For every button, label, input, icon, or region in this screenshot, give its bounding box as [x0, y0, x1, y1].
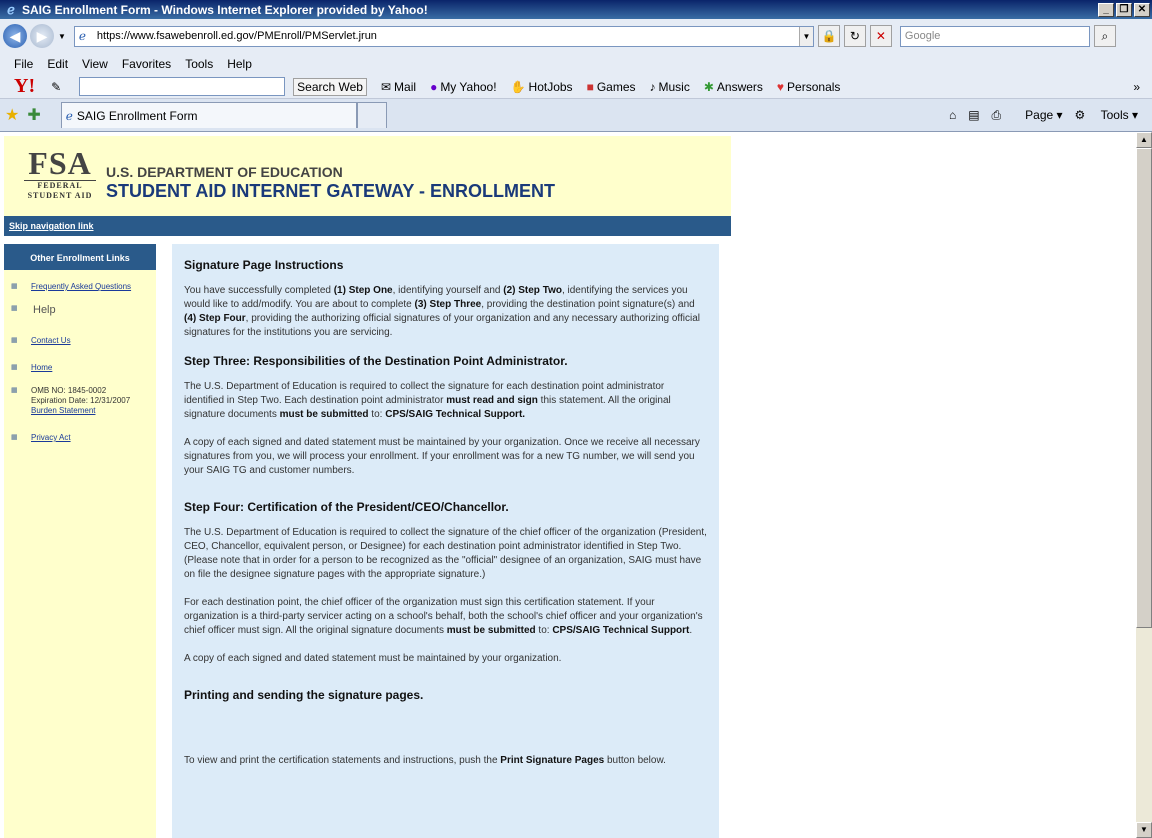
toolbar-item-music[interactable]: ♪ Music	[649, 79, 690, 94]
site-header	[4, 136, 731, 216]
page-content	[0, 132, 1136, 838]
menu-help[interactable]: Help	[227, 57, 252, 71]
minimize-button[interactable]: _	[1098, 3, 1114, 17]
tab-bar	[0, 99, 1152, 132]
page-icon: ℯ	[78, 29, 87, 43]
toolbar-overflow-icon[interactable]: »	[1133, 79, 1140, 94]
bullet-icon: ▦	[11, 283, 18, 290]
heading-step-four: Step Four: Certification of the President/CEO/Chancellor.	[184, 500, 509, 514]
burden-statement-link[interactable]: Burden Statement	[31, 406, 96, 415]
feeds-icon[interactable]: ▤	[968, 108, 980, 122]
sidebar-item-privacy[interactable]: ▦ Privacy Act	[11, 433, 71, 442]
sidebar-item-contact[interactable]: ▦ Contact Us	[11, 336, 71, 345]
address-dropdown[interactable]: ▼	[799, 27, 813, 46]
sidebar	[4, 244, 156, 838]
yahoo-toolbar	[0, 75, 1152, 99]
search-input[interactable]: Google	[900, 26, 1090, 47]
menu-file[interactable]: File	[14, 57, 34, 71]
skip-navigation-link[interactable]: Skip navigation link	[9, 221, 94, 231]
sidebar-heading: Other Enrollment Links	[4, 244, 156, 270]
add-favorite-icon[interactable]: ✚	[27, 107, 41, 124]
answers-icon: ✱	[703, 79, 714, 94]
lock-icon[interactable]: 🔒	[818, 25, 840, 47]
page-menu[interactable]: Page ▾	[1025, 108, 1063, 122]
paragraph-destination-point: For each destination point, the chief officer of the organization must sign this certification statement. If your organization is a third-party servicer acting on a school's behalf, both the school's chief officer and your organization's chief officer must sign. All the original signature documents must be submitted to: CPS/SAIG Technical Support.	[184, 597, 703, 636]
print-icon[interactable]: ⎙	[991, 107, 1002, 122]
toolbar-item-personals[interactable]: ♥ Personals	[776, 79, 841, 94]
heart-icon: ♥	[776, 79, 785, 94]
sidebar-item-help[interactable]: ▦ Help	[11, 304, 56, 316]
toolbar-item-games[interactable]: ■ Games	[586, 79, 636, 94]
history-dropdown[interactable]: ▼	[58, 31, 66, 41]
main-content	[172, 244, 719, 838]
tab-saig-enrollment[interactable]: ℯ SAIG Enrollment Form	[61, 102, 357, 128]
paragraph-printing: To view and print the certification statements and instructions, push the Print Signature Pages button below.	[184, 755, 666, 766]
home-icon[interactable]: ⌂	[948, 108, 957, 122]
refresh-button[interactable]: ↻	[844, 25, 866, 47]
restore-button[interactable]: ❐	[1116, 3, 1132, 17]
scrollbar-thumb[interactable]	[1136, 148, 1152, 628]
bullet-icon: ▦	[11, 387, 18, 394]
hotjobs-icon: ✋	[510, 79, 526, 94]
bullet-icon: ▦	[11, 305, 18, 312]
ie-logo-icon: ℯ	[7, 1, 15, 17]
sidebar-item-burden	[4, 386, 130, 416]
forward-button[interactable]: ▶	[30, 24, 54, 48]
toolbar-item-answers[interactable]: ✱ Answers	[703, 79, 763, 94]
paragraph-step-four: The U.S. Department of Education is required to collect the signature of the chief officer of the organization (President, CEO, Chancellor, equivalent person, or Designee) for each destination point administrator identified in Step Two. (Please note that in order for a person to be recognized as the "official" designee of an organization, SAIG must have on file the designee signature pages with the appropriate signature.)	[184, 527, 707, 580]
yahoo-search-input[interactable]	[79, 77, 285, 96]
scroll-down-button[interactable]: ▼	[1136, 822, 1152, 838]
paragraph-step-three: The U.S. Department of Education is required to collect the signature for each destination point administrator identified in Step Two. Each destination point administrator must read and sign this statement. All the original signature documents must be submitted to: CPS/SAIG Technical Support.	[184, 381, 671, 420]
pencil-icon[interactable]: ✎	[51, 79, 62, 94]
sidebar-item-faq[interactable]: ▦ Frequently Asked Questions	[11, 282, 132, 291]
games-icon: ■	[586, 79, 594, 94]
toolbar-item-mail[interactable]: ✉ Mail	[380, 79, 417, 94]
address-toolbar	[0, 19, 1152, 53]
my-yahoo-icon: ●	[430, 79, 438, 94]
address-bar[interactable]	[74, 26, 814, 47]
fsa-logo: FSA FEDERAL STUDENT AID	[24, 146, 96, 208]
heading-printing: Printing and sending the signature pages.	[184, 688, 424, 702]
paragraph-step-four-copy: A copy of each signed and dated statement must be maintained by your organization.	[184, 653, 562, 664]
favorites-star-icon[interactable]: ★	[5, 107, 20, 124]
command-bar	[937, 108, 1138, 123]
bullet-icon: ▦	[11, 337, 18, 344]
vertical-scrollbar[interactable]	[1136, 132, 1152, 838]
address-url[interactable]: https://www.fsawebenroll.ed.gov/PMEnroll/PMServlet.jrun	[96, 30, 377, 42]
mail-icon: ✉	[380, 79, 392, 94]
search-web-button[interactable]: Search Web	[293, 78, 367, 96]
expiration-date: Expiration Date: 12/31/2007	[31, 396, 131, 405]
bullet-icon: ▦	[11, 434, 18, 441]
heading-instructions: Signature Page Instructions	[184, 258, 344, 272]
menu-edit[interactable]: Edit	[47, 57, 69, 71]
stop-button[interactable]: ✕	[870, 25, 892, 47]
paragraph-step-three-copy: A copy of each signed and dated statement must be maintained by your organization. Once we receive all necessary signatures from you, we will process your enrollment. If your enrollment was for a new TG number, we will send you your SAIG TG and customer numbers.	[184, 437, 700, 476]
omb-number: OMB NO: 1845-0002	[31, 386, 107, 395]
search-button[interactable]: ⌕	[1094, 25, 1116, 47]
heading-step-three: Step Three: Responsibilities of the Destination Point Administrator.	[184, 354, 568, 368]
toolbar-item-my-yahoo[interactable]: ● My Yahoo!	[430, 79, 497, 94]
bullet-icon: ▦	[11, 364, 18, 371]
menu-bar	[0, 53, 1152, 75]
sidebar-item-home[interactable]: ▦ Home	[11, 363, 53, 372]
scroll-up-button[interactable]: ▲	[1136, 132, 1152, 148]
window-title: SAIG Enrollment Form - Windows Internet Explorer provided by Yahoo!	[22, 2, 428, 17]
tools-menu[interactable]: ⚙ Tools ▾	[1074, 108, 1138, 122]
site-title: STUDENT AID INTERNET GATEWAY - ENROLLMENT	[106, 181, 556, 201]
close-button[interactable]: ✕	[1134, 3, 1150, 17]
menu-view[interactable]: View	[82, 57, 108, 71]
yahoo-logo-icon[interactable]: Y!	[14, 75, 36, 97]
department-name: U.S. DEPARTMENT OF EDUCATION	[106, 164, 343, 180]
title-bar	[0, 0, 1152, 19]
menu-tools[interactable]: Tools	[185, 57, 214, 71]
back-button[interactable]: ◀	[3, 24, 27, 48]
toolbar-item-hotjobs[interactable]: ✋ HotJobs	[510, 79, 573, 94]
page-icon: ℯ	[65, 108, 73, 123]
menu-favorites[interactable]: Favorites	[121, 57, 172, 71]
nav-bar	[4, 216, 731, 236]
music-icon: ♪	[649, 79, 656, 94]
new-tab-button[interactable]	[357, 102, 387, 128]
paragraph-intro: You have successfully completed (1) Step One, identifying yourself and (2) Step Two, identifying the services you would like to add/modify. You are about to complete (3) Step Three, providing the destination point signature(s) and (4) Step Four, providing the authorizing official signatures of your organization and any necessary authorizing official signatures for the institutions you are servicing.	[184, 285, 701, 338]
